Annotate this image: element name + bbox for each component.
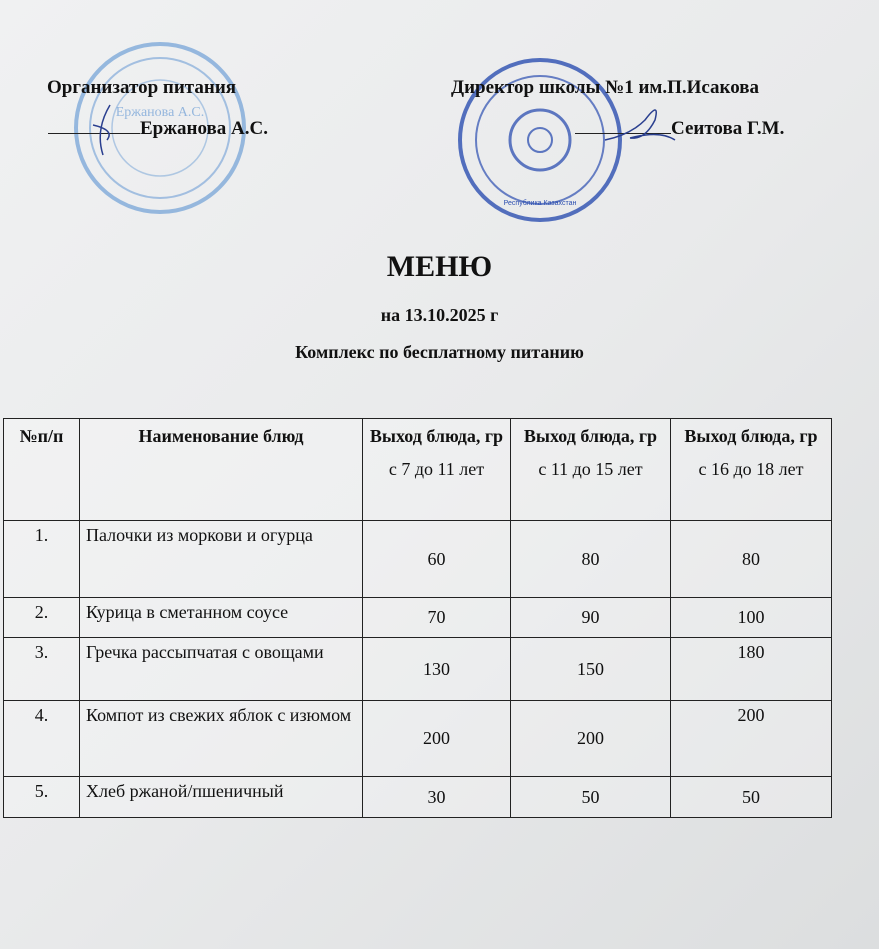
signature-right bbox=[600, 100, 680, 150]
table-row bbox=[4, 598, 832, 638]
header-age-16-18: Выход блюда, гр с 16 до 18 лет bbox=[671, 419, 832, 521]
dish-name: Гречка рассыпчатая с овощами bbox=[80, 638, 363, 701]
menu-table bbox=[3, 418, 832, 818]
portion-7-11: 130 bbox=[363, 638, 511, 701]
dish-name: Курица в сметанном соусе bbox=[80, 598, 363, 638]
document-title: МЕНЮ bbox=[386, 250, 493, 283]
stamp-right-text: Республика Казахстан bbox=[503, 200, 577, 207]
organizer-name: Ержанова А.С. bbox=[140, 118, 268, 139]
portion-7-11: 60 bbox=[363, 521, 511, 598]
portion-11-15: 150 bbox=[511, 638, 671, 701]
table-row bbox=[4, 638, 832, 701]
portion-7-11: 200 bbox=[363, 701, 511, 777]
document-subtitle: Комплекс по бесплатному питанию bbox=[295, 342, 584, 362]
portion-16-18: 100 bbox=[671, 598, 832, 638]
document-date: на 13.10.2025 г bbox=[380, 305, 499, 325]
table-row bbox=[4, 521, 832, 598]
organizer-signature-line bbox=[48, 118, 268, 140]
signature-left bbox=[85, 100, 125, 160]
header-dish-name: Наименование блюд bbox=[80, 419, 363, 521]
row-number: 5. bbox=[4, 777, 80, 818]
portion-7-11: 30 bbox=[363, 777, 511, 818]
table-row bbox=[4, 701, 832, 777]
portion-7-11: 70 bbox=[363, 598, 511, 638]
portion-11-15: 50 bbox=[511, 777, 671, 818]
dish-name: Хлеб ржаной/пшеничный bbox=[80, 777, 363, 818]
stamp-left-text: Ержанова А.С. bbox=[115, 105, 205, 120]
portion-11-15: 200 bbox=[511, 701, 671, 777]
portion-16-18: 200 bbox=[671, 701, 832, 777]
director-title: Директор школы №1 им.П.Исакова bbox=[451, 77, 760, 98]
row-number: 4. bbox=[4, 701, 80, 777]
header-age-11-15: Выход блюда, гр с 11 до 15 лет bbox=[511, 419, 671, 521]
table-row bbox=[4, 777, 832, 818]
portion-16-18: 50 bbox=[671, 777, 832, 818]
header-age-7-11: Выход блюда, гр с 7 до 11 лет bbox=[363, 419, 511, 521]
portion-16-18: 180 bbox=[671, 638, 832, 701]
director-name: Сеитова Г.М. bbox=[671, 118, 785, 139]
row-number: 3. bbox=[4, 638, 80, 701]
portion-16-18: 80 bbox=[671, 521, 832, 598]
row-number: 1. bbox=[4, 521, 80, 598]
header-number: №п/п bbox=[4, 419, 80, 521]
dish-name: Палочки из моркови и огурца bbox=[80, 521, 363, 598]
portion-11-15: 90 bbox=[511, 598, 671, 638]
table-header-row bbox=[4, 419, 832, 521]
dish-name: Компот из свежих яблок с изюмом bbox=[80, 701, 363, 777]
organizer-title: Организатор питания bbox=[47, 77, 237, 98]
row-number: 2. bbox=[4, 598, 80, 638]
portion-11-15: 80 bbox=[511, 521, 671, 598]
